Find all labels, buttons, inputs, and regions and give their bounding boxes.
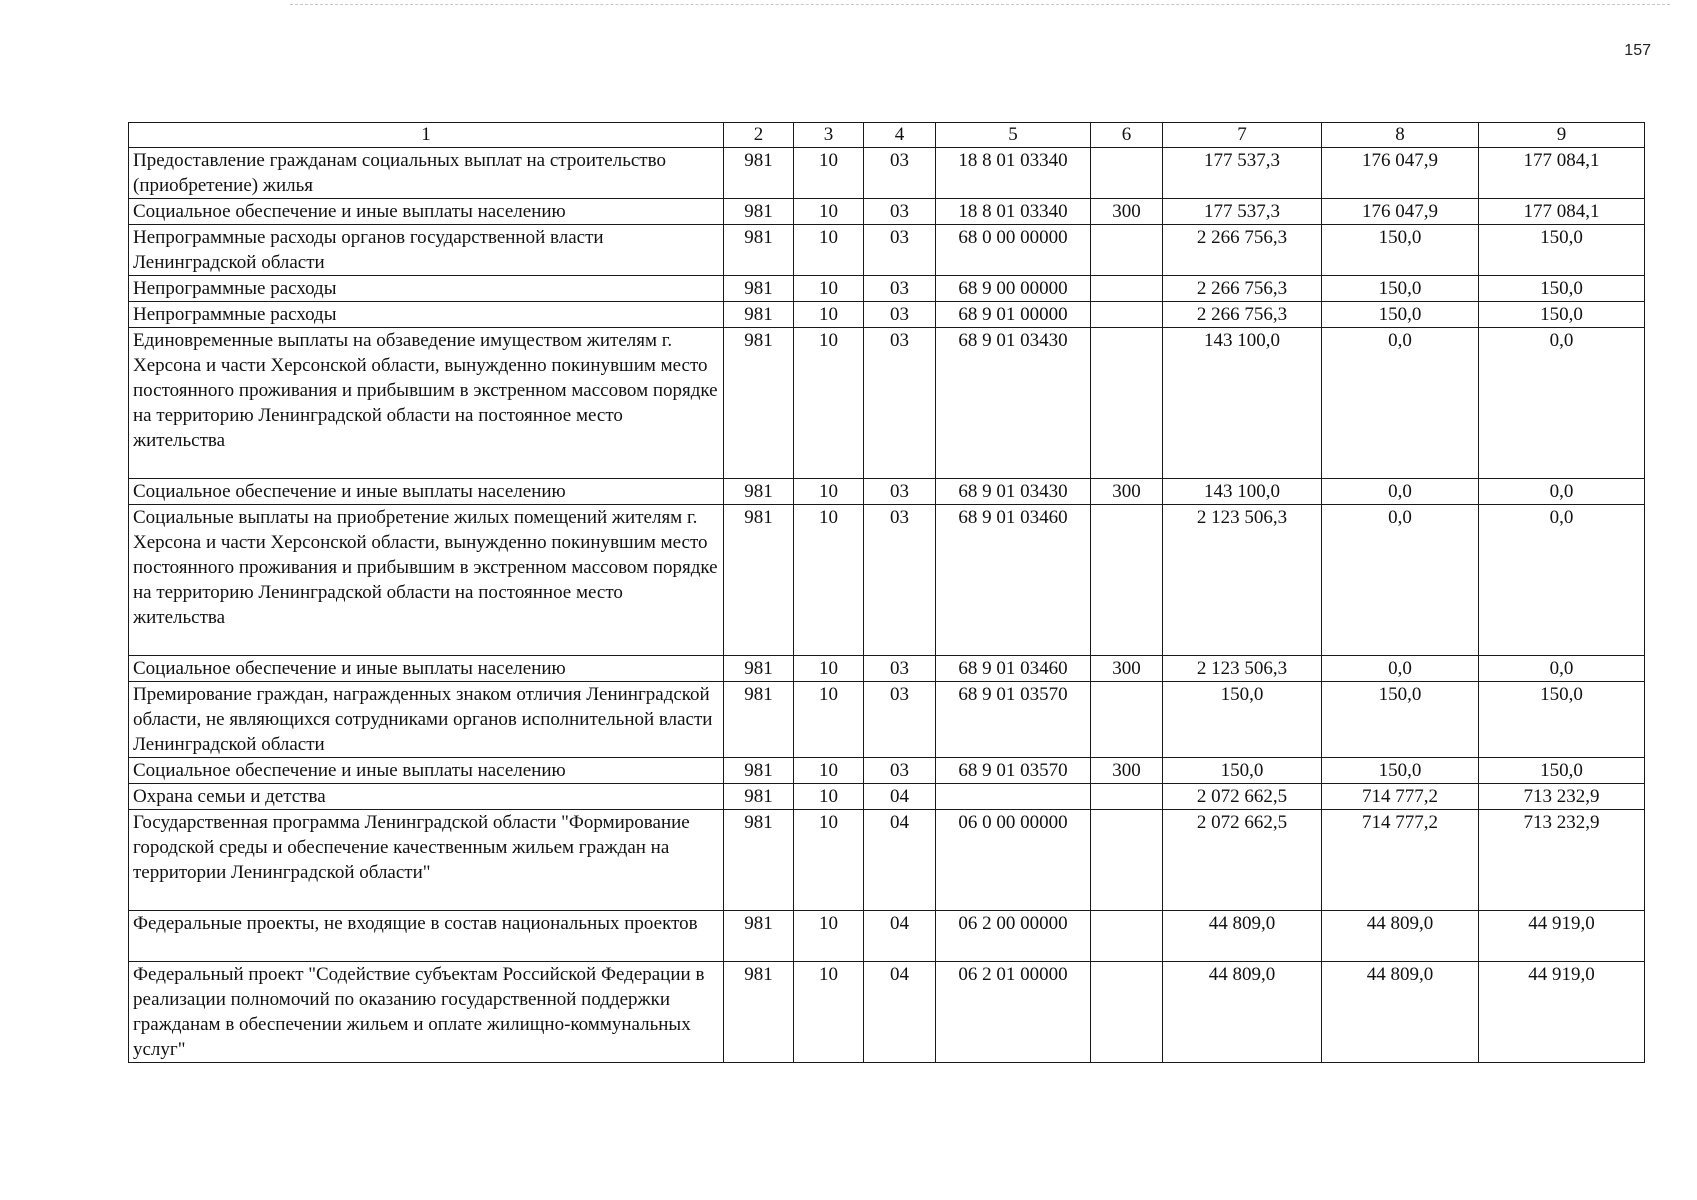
cell-amount-3: 150,0 [1479,682,1645,758]
cell-section: 10 [794,962,864,1063]
cell-ministry: 981 [724,328,794,479]
cell-expense-type [1091,784,1163,810]
table-row [129,505,1645,656]
cell-section: 10 [794,276,864,302]
table-row [129,758,1645,784]
cell-amount-3: 0,0 [1479,328,1645,479]
cell-amount-1: 44 809,0 [1163,911,1322,962]
cell-ministry: 981 [724,479,794,505]
cell-amount-1: 150,0 [1163,682,1322,758]
header-cell: 7 [1163,123,1322,148]
cell-target-article: 68 9 01 00000 [936,302,1091,328]
cell-expense-type: 300 [1091,758,1163,784]
cell-subsection: 03 [864,148,936,199]
row-name: Федеральные проекты, не входящие в состав национальных проектов [129,911,724,962]
cell-ministry: 981 [724,758,794,784]
header-row [129,123,1645,148]
table-row [129,148,1645,199]
cell-section: 10 [794,148,864,199]
cell-amount-1: 2 123 506,3 [1163,656,1322,682]
cell-expense-type [1091,225,1163,276]
cell-ministry: 981 [724,656,794,682]
cell-subsection: 03 [864,479,936,505]
cell-ministry: 981 [724,148,794,199]
cell-subsection: 03 [864,225,936,276]
cell-subsection: 03 [864,302,936,328]
table-row [129,225,1645,276]
cell-amount-1: 44 809,0 [1163,962,1322,1063]
cell-target-article: 68 9 01 03570 [936,682,1091,758]
table-row [129,810,1645,911]
table-row [129,479,1645,505]
cell-subsection: 04 [864,810,936,911]
cell-amount-2: 44 809,0 [1322,962,1479,1063]
cell-section: 10 [794,199,864,225]
cell-amount-3: 177 084,1 [1479,148,1645,199]
header-cell: 5 [936,123,1091,148]
cell-amount-3: 0,0 [1479,656,1645,682]
row-name: Непрограммные расходы органов государственной власти Ленинградской области [129,225,724,276]
cell-amount-2: 0,0 [1322,505,1479,656]
row-name: Социальное обеспечение и иные выплаты населению [129,758,724,784]
row-name: Социальные выплаты на приобретение жилых помещений жителям г. Херсона и части Херсонской области, вынужденно покинувшим место постоянного проживания и прибывшим в экстренном массовом порядке на территорию Ленинградской области на постоянное место жительства [129,505,724,656]
cell-amount-2: 714 777,2 [1322,810,1479,911]
cell-amount-3: 0,0 [1479,479,1645,505]
cell-section: 10 [794,784,864,810]
cell-amount-1: 2 072 662,5 [1163,810,1322,911]
cell-amount-2: 0,0 [1322,656,1479,682]
table-row [129,656,1645,682]
cell-ministry: 981 [724,302,794,328]
row-name: Единовременные выплаты на обзаведение имуществом жителям г. Херсона и части Херсонской области, вынужденно покинувшим место постоянного проживания и прибывшим в экстренном массовом порядке на территорию Ленинградской области на постоянное место жительства [129,328,724,479]
cell-amount-2: 150,0 [1322,276,1479,302]
row-name: Государственная программа Ленинградской области "Формирование городской среды и обеспечение качественным жильем граждан на территории Ленинградской области" [129,810,724,911]
cell-section: 10 [794,505,864,656]
cell-target-article: 68 9 01 03460 [936,656,1091,682]
cell-expense-type: 300 [1091,199,1163,225]
cell-subsection: 03 [864,682,936,758]
cell-amount-2: 0,0 [1322,328,1479,479]
cell-amount-1: 2 266 756,3 [1163,225,1322,276]
cell-amount-2: 176 047,9 [1322,148,1479,199]
cell-subsection: 04 [864,911,936,962]
cell-section: 10 [794,302,864,328]
cell-target-article: 68 9 01 03570 [936,758,1091,784]
cell-amount-2: 150,0 [1322,758,1479,784]
cell-amount-3: 0,0 [1479,505,1645,656]
cell-target-article: 68 9 00 00000 [936,276,1091,302]
cell-subsection: 03 [864,505,936,656]
cell-amount-2: 44 809,0 [1322,911,1479,962]
cell-ministry: 981 [724,682,794,758]
cell-amount-2: 150,0 [1322,302,1479,328]
cell-target-article: 06 2 00 00000 [936,911,1091,962]
cell-amount-3: 44 919,0 [1479,962,1645,1063]
cell-amount-1: 150,0 [1163,758,1322,784]
cell-ministry: 981 [724,276,794,302]
cell-amount-2: 150,0 [1322,225,1479,276]
cell-expense-type [1091,148,1163,199]
table-row [129,911,1645,962]
cell-amount-1: 2 266 756,3 [1163,276,1322,302]
cell-amount-2: 150,0 [1322,682,1479,758]
header-cell: 4 [864,123,936,148]
cell-amount-3: 44 919,0 [1479,911,1645,962]
cell-expense-type [1091,276,1163,302]
cell-subsection: 03 [864,758,936,784]
header-cell: 8 [1322,123,1479,148]
cell-section: 10 [794,656,864,682]
cell-target-article: 18 8 01 03340 [936,199,1091,225]
cell-amount-1: 143 100,0 [1163,328,1322,479]
cell-section: 10 [794,225,864,276]
cell-ministry: 981 [724,225,794,276]
header-cell: 6 [1091,123,1163,148]
cell-target-article: 68 9 01 03430 [936,479,1091,505]
cell-amount-1: 143 100,0 [1163,479,1322,505]
cell-ministry: 981 [724,505,794,656]
row-name: Непрограммные расходы [129,302,724,328]
cell-amount-1: 2 072 662,5 [1163,784,1322,810]
row-name: Социальное обеспечение и иные выплаты населению [129,656,724,682]
cell-amount-1: 177 537,3 [1163,148,1322,199]
cell-section: 10 [794,911,864,962]
cell-subsection: 03 [864,199,936,225]
table-row [129,962,1645,1063]
cell-amount-3: 713 232,9 [1479,810,1645,911]
cell-subsection: 03 [864,328,936,479]
cell-subsection: 04 [864,784,936,810]
cell-amount-3: 150,0 [1479,302,1645,328]
cell-expense-type [1091,911,1163,962]
cell-target-article [936,784,1091,810]
cell-target-article: 68 0 00 00000 [936,225,1091,276]
cell-section: 10 [794,479,864,505]
cell-amount-3: 713 232,9 [1479,784,1645,810]
cell-target-article: 06 2 01 00000 [936,962,1091,1063]
table-row [129,784,1645,810]
cell-expense-type: 300 [1091,656,1163,682]
table-row [129,302,1645,328]
cell-expense-type: 300 [1091,479,1163,505]
cell-subsection: 04 [864,962,936,1063]
row-name: Непрограммные расходы [129,276,724,302]
table-row [129,682,1645,758]
cell-target-article: 18 8 01 03340 [936,148,1091,199]
cell-amount-2: 714 777,2 [1322,784,1479,810]
cell-subsection: 03 [864,276,936,302]
cell-amount-1: 2 123 506,3 [1163,505,1322,656]
cell-amount-2: 0,0 [1322,479,1479,505]
header-cell: 2 [724,123,794,148]
header-cell: 1 [129,123,724,148]
row-name: Охрана семьи и детства [129,784,724,810]
cell-section: 10 [794,328,864,479]
cell-amount-2: 176 047,9 [1322,199,1479,225]
header-cell: 9 [1479,123,1645,148]
cell-ministry: 981 [724,810,794,911]
header-cell: 3 [794,123,864,148]
cell-expense-type [1091,810,1163,911]
cell-target-article: 06 0 00 00000 [936,810,1091,911]
cell-expense-type [1091,302,1163,328]
cell-expense-type [1091,328,1163,479]
table-row [129,199,1645,225]
cell-ministry: 981 [724,199,794,225]
cell-ministry: 981 [724,784,794,810]
cell-amount-3: 177 084,1 [1479,199,1645,225]
page-number: 157 [1624,42,1651,59]
row-name: Социальное обеспечение и иные выплаты населению [129,479,724,505]
cell-subsection: 03 [864,656,936,682]
table-row [129,276,1645,302]
row-name: Федеральный проект "Содействие субъектам Российской Федерации в реализации полномочий по оказанию государственной поддержки гражданам в обеспечении жильем и оплате жилищно-коммунальных услуг" [129,962,724,1063]
row-name: Социальное обеспечение и иные выплаты населению [129,199,724,225]
cell-amount-1: 177 537,3 [1163,199,1322,225]
cell-section: 10 [794,810,864,911]
table-row [129,328,1645,479]
cell-amount-1: 2 266 756,3 [1163,302,1322,328]
cell-ministry: 981 [724,962,794,1063]
budget-table [128,122,1645,1063]
cell-section: 10 [794,682,864,758]
cell-expense-type [1091,682,1163,758]
row-name: Предоставление гражданам социальных выплат на строительство (приобретение) жилья [129,148,724,199]
cell-expense-type [1091,962,1163,1063]
cell-target-article: 68 9 01 03460 [936,505,1091,656]
cell-amount-3: 150,0 [1479,276,1645,302]
cell-section: 10 [794,758,864,784]
row-name: Премирование граждан, награжденных знаком отличия Ленинградской области, не являющихся сотрудниками органов исполнительной власти Ленинградской области [129,682,724,758]
scan-edge-rule [290,4,1670,5]
cell-amount-3: 150,0 [1479,758,1645,784]
cell-target-article: 68 9 01 03430 [936,328,1091,479]
cell-amount-3: 150,0 [1479,225,1645,276]
cell-expense-type [1091,505,1163,656]
cell-ministry: 981 [724,911,794,962]
